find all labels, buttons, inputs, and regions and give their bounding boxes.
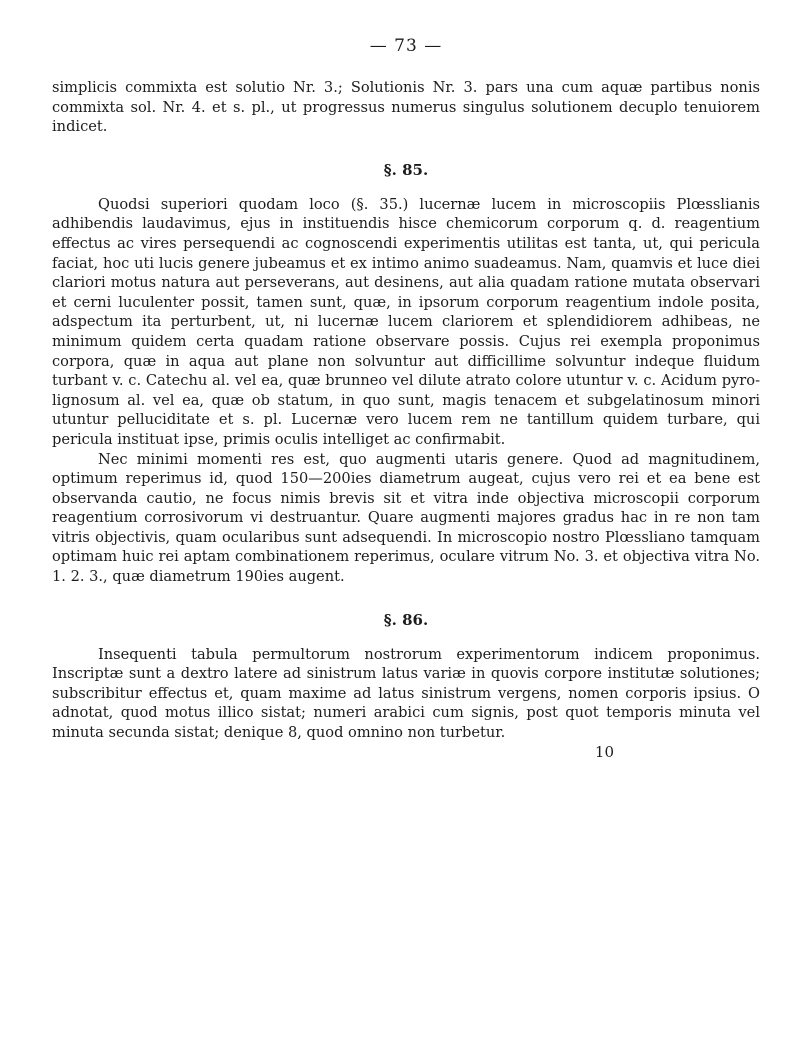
paragraph-lucernae: Quodsi superiori quodam loco (§. 35.) lucernæ lucem in microscopiis Plœsslianis adhibendis laudavimus, ejus in instituendis hisce chemicorum corporum q. d. reagentium effectus ac vires persequendi ac cognoscendi experimentis utilitas est tanta, ut, qui pericula faciat, hoc uti lucis genere jubeamus et ex intimo animo suadeamus. Nam, quamvis et luce diei clariori motus natura aut perseverans, aut desinens, aut alia quadam ratione mutata observari et cerni luculenter possit, tamen sunt, quæ, in ipsorum corporum reagentium indole posita, adspectum ita perturbent, ut, ni lucernæ lucem clariorem et splendidiorem adhibeas, ne minimum quidem certa quadam ratione observare possis. Cujus rei exempla proponimus corpora, quæ in aqua aut plane non solvuntur aut difficillime solvuntur indeque fluidum turbant v. c. Catechu al. vel ea, quæ brunneo vel dilute atrato colore utuntur v. c. Acidum pyro-lignosum al. vel ea, quæ ob statum, in quo sunt, magis tenacem et subgelatinosum minori utuntur pelluciditate et s. pl. Lucernæ vero lucem rem ne tantillum quidem turbare, qui pericula instituat ipse, primis oculis intelliget ac confirmabit. <box>52 195 760 448</box>
signature-mark: 10 <box>594 742 614 761</box>
paragraph-augmenti: Nec minimi momenti res est, quo augmenti utaris genere. Quod ad magnitudinem, optimum reperimus id, quod 150—200ies diametrum augeat, cujus vero rei et ea bene est observanda cautio, ne focus nimis brevis sit et vitra inde objectiva microscopii corporum reagentium corrosivorum vi destruantur. Quare augmenti majores gradus hac in re non tam vitris objectivis, quam ocularibus sunt adsequendi. In microscopio nostro Plœssliano tamquam optimam huic rei aptam combinationem reperimus, oculare vitrum No. 3. et objectiva vitra No. 1. 2. 3., quæ diametrum 190ies augent. <box>52 450 760 586</box>
section-heading-86: §. 86. <box>383 610 429 629</box>
page-number: — 73 — <box>369 36 443 56</box>
paragraph-continuation: simplicis commixta est solutio Nr. 3.; Solutionis Nr. 3. pars una cum aquæ partibus nonis commixta sol. Nr. 4. et s. pl., ut progressus numerus singulus solutionem decuplo tenuiorem indicet. <box>52 79 760 136</box>
section-heading-85: §. 85. <box>383 160 429 179</box>
paragraph-tabula: Insequenti tabula permultorum nostrorum experimentorum indicem proponimus. Inscriptæ sunt a dextro latere ad sinistrum latus variæ in quovis corpore institutæ solutiones; subscribitur effectus et, quam maxime ad latus sinistrum vergens, nomen corporis ipsius. O adnotat, quod motus illico sistat; numeri arabici cum signis, post quot temporis minuta vel minuta secunda sistat; denique 8, quod omnino non turbetur. <box>52 645 760 742</box>
